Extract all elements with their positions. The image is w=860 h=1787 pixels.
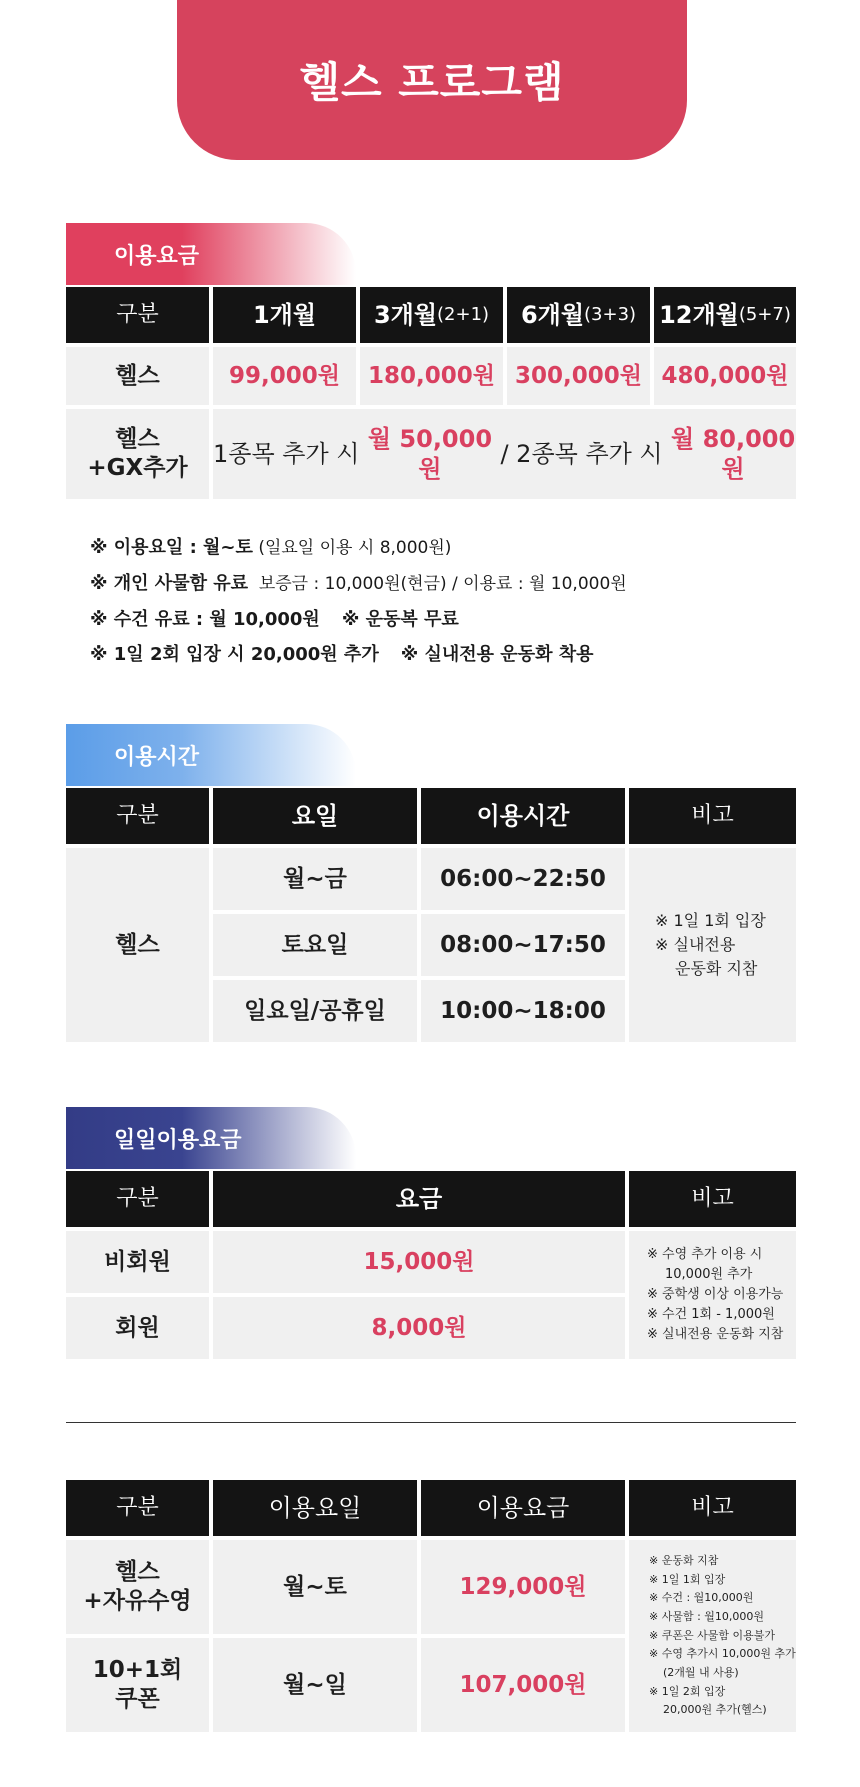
note-entry-shoes: ※ 1일 2회 입장 시 20,000원 추가 ※ 실내전용 운동화 착용 xyxy=(90,644,594,665)
header-days: 이용요일 xyxy=(213,1480,417,1536)
daily-fee-table xyxy=(66,1171,796,1359)
row-label-health: 헬스 xyxy=(66,848,209,1042)
fee-notes xyxy=(90,530,790,672)
remark-line: ※ 1일 2회 입장 xyxy=(649,1684,726,1698)
header-category: 구분 xyxy=(66,1480,209,1536)
remark-line: (2개월 내 사용) xyxy=(663,1666,739,1680)
note-days: ※ 이용요일 : 월~토 (일요일 이용 시 8,000원) xyxy=(90,537,452,558)
days-health-swim: 월~토 xyxy=(213,1540,417,1634)
remark-line: ※ 수영 추가시 10,000원 추가 xyxy=(649,1647,796,1661)
remark-line: ※ 중학생 이상 이용가능 xyxy=(647,1286,784,1302)
note-towel-wear: ※ 수건 유료 : 월 10,000원 ※ 운동복 무료 xyxy=(90,609,459,630)
row-label-coupon: 10+1회 쿠폰 xyxy=(66,1638,209,1732)
header-1month: 1개월 xyxy=(213,287,356,343)
section-title-fee: 이용요금 xyxy=(66,223,356,285)
remark-line: ※ 사물함 : 월10,000원 xyxy=(649,1609,765,1623)
remark-line: ※ 운동화 지참 xyxy=(649,1553,719,1567)
gx-pricing: 1종목 추가 시 월 50,000원 / 2종목 추가 시 월 80,000원 xyxy=(213,409,796,499)
day-weekday: 월~금 xyxy=(213,848,417,910)
time-weekday: 06:00~22:50 xyxy=(421,848,625,910)
price-health-swim: 129,000원 xyxy=(421,1540,625,1634)
daily-remark xyxy=(629,1231,796,1359)
day-saturday: 토요일 xyxy=(213,914,417,976)
price-nonmember: 15,000원 xyxy=(213,1231,625,1293)
header-time: 이용시간 xyxy=(421,788,625,844)
price-1month: 99,000원 xyxy=(213,347,356,405)
hours-table xyxy=(66,788,796,1042)
header-fee: 요금 xyxy=(213,1171,625,1227)
section-title-hours: 이용시간 xyxy=(66,724,356,786)
note-locker: ※ 개인 사물함 유료 보증금 : 10,000원(현금) / 이용료 : 월 10,000원 xyxy=(90,573,627,594)
page-title: 헬스 프로그램 xyxy=(299,58,565,107)
remark-line: ※ 실내전용 운동화 지참 xyxy=(647,1327,784,1343)
hours-remark xyxy=(629,848,796,1042)
page-banner xyxy=(177,0,687,160)
fee-table xyxy=(66,287,796,499)
price-6month: 300,000원 xyxy=(507,347,650,405)
day-sunday-holiday: 일요일/공휴일 xyxy=(213,980,417,1042)
row-label-member: 회원 xyxy=(66,1297,209,1359)
time-saturday: 08:00~17:50 xyxy=(421,914,625,976)
remark-line: 10,000원 추가 xyxy=(665,1266,753,1282)
header-12month: 12개월 (5+7) xyxy=(654,287,796,343)
price-12month: 480,000원 xyxy=(654,347,796,405)
header-day: 요일 xyxy=(213,788,417,844)
header-6month: 6개월 (3+3) xyxy=(507,287,650,343)
price-member: 8,000원 xyxy=(213,1297,625,1359)
combo-table xyxy=(66,1480,796,1732)
row-label-health-swim: 헬스 +자유수영 xyxy=(66,1540,209,1634)
combo-remark xyxy=(629,1540,796,1732)
row-label-health: 헬스 xyxy=(66,347,209,405)
header-category: 구분 xyxy=(66,1171,209,1227)
header-3month: 3개월 (2+1) xyxy=(360,287,503,343)
remark-line: ※ 수건 : 월10,000원 xyxy=(649,1591,754,1605)
remark-line: ※ 수건 1회 - 1,000원 xyxy=(647,1307,775,1323)
remark-line: 운동화 지참 xyxy=(675,959,758,978)
header-remark: 비고 xyxy=(629,1480,796,1536)
row-label-nonmember: 비회원 xyxy=(66,1231,209,1293)
days-coupon: 월~일 xyxy=(213,1638,417,1732)
remark-line: 20,000원 추가(헬스) xyxy=(663,1703,767,1717)
header-fee: 이용요금 xyxy=(421,1480,625,1536)
price-3month: 180,000원 xyxy=(360,347,503,405)
remark-line: ※ 1일 1회 입장 xyxy=(649,1572,726,1586)
remark-line: ※ 1일 1회 입장 xyxy=(655,911,766,930)
time-sunday-holiday: 10:00~18:00 xyxy=(421,980,625,1042)
section-divider xyxy=(66,1422,796,1423)
remark-line: ※ 쿠폰은 사물함 이용불가 xyxy=(649,1628,775,1642)
header-category: 구분 xyxy=(66,788,209,844)
row-label-health-gx: 헬스 +GX추가 xyxy=(66,409,209,499)
price-coupon: 107,000원 xyxy=(421,1638,625,1732)
remark-line: ※ 수영 추가 이용 시 xyxy=(647,1246,763,1262)
header-category: 구분 xyxy=(66,287,209,343)
remark-line: ※ 실내전용 xyxy=(655,935,736,954)
section-title-daily: 일일이용요금 xyxy=(66,1107,356,1169)
header-remark: 비고 xyxy=(629,1171,796,1227)
header-remark: 비고 xyxy=(629,788,796,844)
